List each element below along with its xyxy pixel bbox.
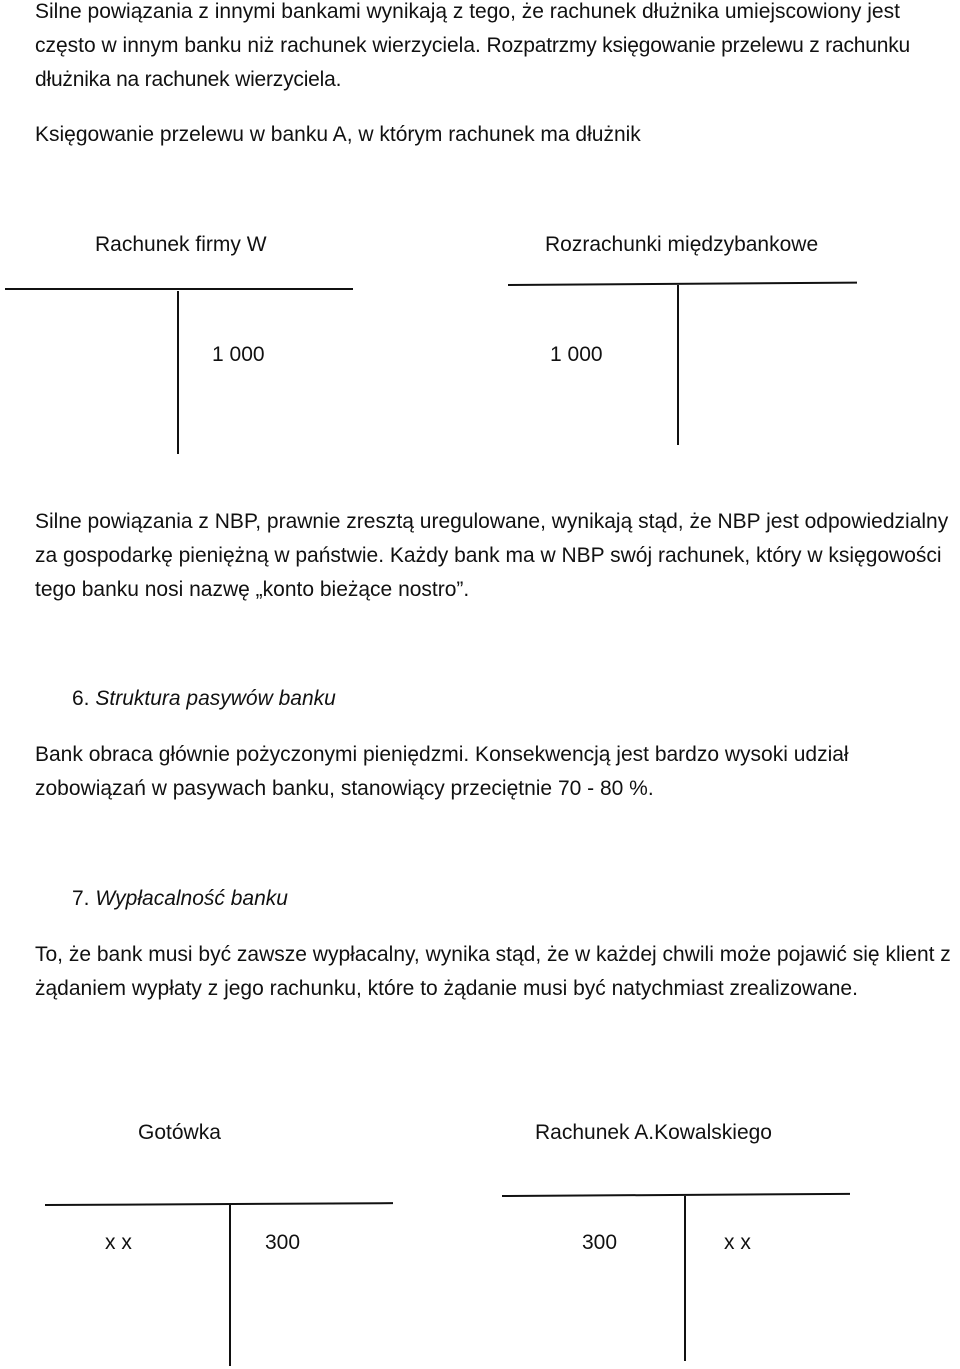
- solvency-paragraph: To, że bank musi być zawsze wypłacalny, wynika stąd, że w każdej chwili może pojawić się klient z żądaniem wypłaty z jego rachunku, które to żądanie musi być natychmiast zrealizowane.: [35, 943, 951, 1000]
- t-account-interbank-divider: [677, 285, 679, 445]
- t-account-cash-left-amount: x x: [105, 1231, 132, 1254]
- t-account-kowalski-left-amount: 300: [582, 1231, 618, 1254]
- t-account-title-kowalski: Rachunek A.Kowalskiego: [535, 1121, 772, 1144]
- section-number: 7.: [72, 887, 90, 910]
- nbp-text-1: Silne powiązania z NBP, prawnie zresztą uregulowane, wynikają stąd, że NBP jest odpowiedzialny za gospodarkę pieniężną w państwie.: [35, 510, 949, 567]
- nbp-text-2: Każdy bank ma w NBP swój rachunek, który w księgowości tego banku nosi nazwę „konto bieżące nostro”.: [35, 544, 942, 601]
- t-account-title-interbank: Rozrachunki międzybankowe: [545, 233, 819, 256]
- t-account-title-cash: Gotówka: [138, 1121, 221, 1144]
- t-account-kowalski-top-line: [502, 1193, 850, 1197]
- t-account-cash-right-amount: 300: [265, 1231, 301, 1254]
- t-account-kowalski-divider: [684, 1196, 686, 1361]
- t-account-cash-divider: [229, 1204, 231, 1366]
- t-account-interbank-top-line: [508, 282, 857, 286]
- intro-paragraph: [35, 0, 960, 97]
- intro-text-2: Rozpatrzmy księgowanie przelewu z rachunku dłużnika na rachunek wierzyciela.: [35, 34, 910, 91]
- booking-caption: Księgowanie przelewu w banku A, w którym rachunek ma dłużnik: [35, 123, 641, 146]
- intro-text-1: Silne powiązania z innymi bankami wynikają z tego, że rachunek dłużnika umiejscowiony jest często w innym banku niż rachunek wierzyciela.: [35, 0, 900, 57]
- section-title: Wypłacalność banku: [95, 887, 288, 910]
- t-account-kowalski-right-amount: x x: [724, 1231, 751, 1254]
- t-account-interbank-left-amount: 1 000: [550, 343, 603, 366]
- section-heading-solvency: [72, 882, 288, 916]
- t-account-title-firm-w: Rachunek firmy W: [95, 233, 267, 256]
- t-account-firm-w-right-amount: 1 000: [212, 343, 265, 366]
- t-account-firm-w-divider: [177, 291, 179, 454]
- liabilities-paragraph: Bank obraca głównie pożyczonymi pieniędzmi. Konsekwencją jest bardzo wysoki udział zobowiązań w pasywach banku, stanowiący przeciętnie 70 - 80 %.: [35, 743, 849, 800]
- t-account-firm-w-top-line: [5, 288, 353, 290]
- section-title: Struktura pasywów banku: [95, 687, 336, 710]
- section-heading-liabilities: [72, 682, 336, 716]
- nbp-paragraph: [35, 505, 960, 607]
- section-number: 6.: [72, 687, 90, 710]
- t-account-cash-top-line: [45, 1202, 393, 1206]
